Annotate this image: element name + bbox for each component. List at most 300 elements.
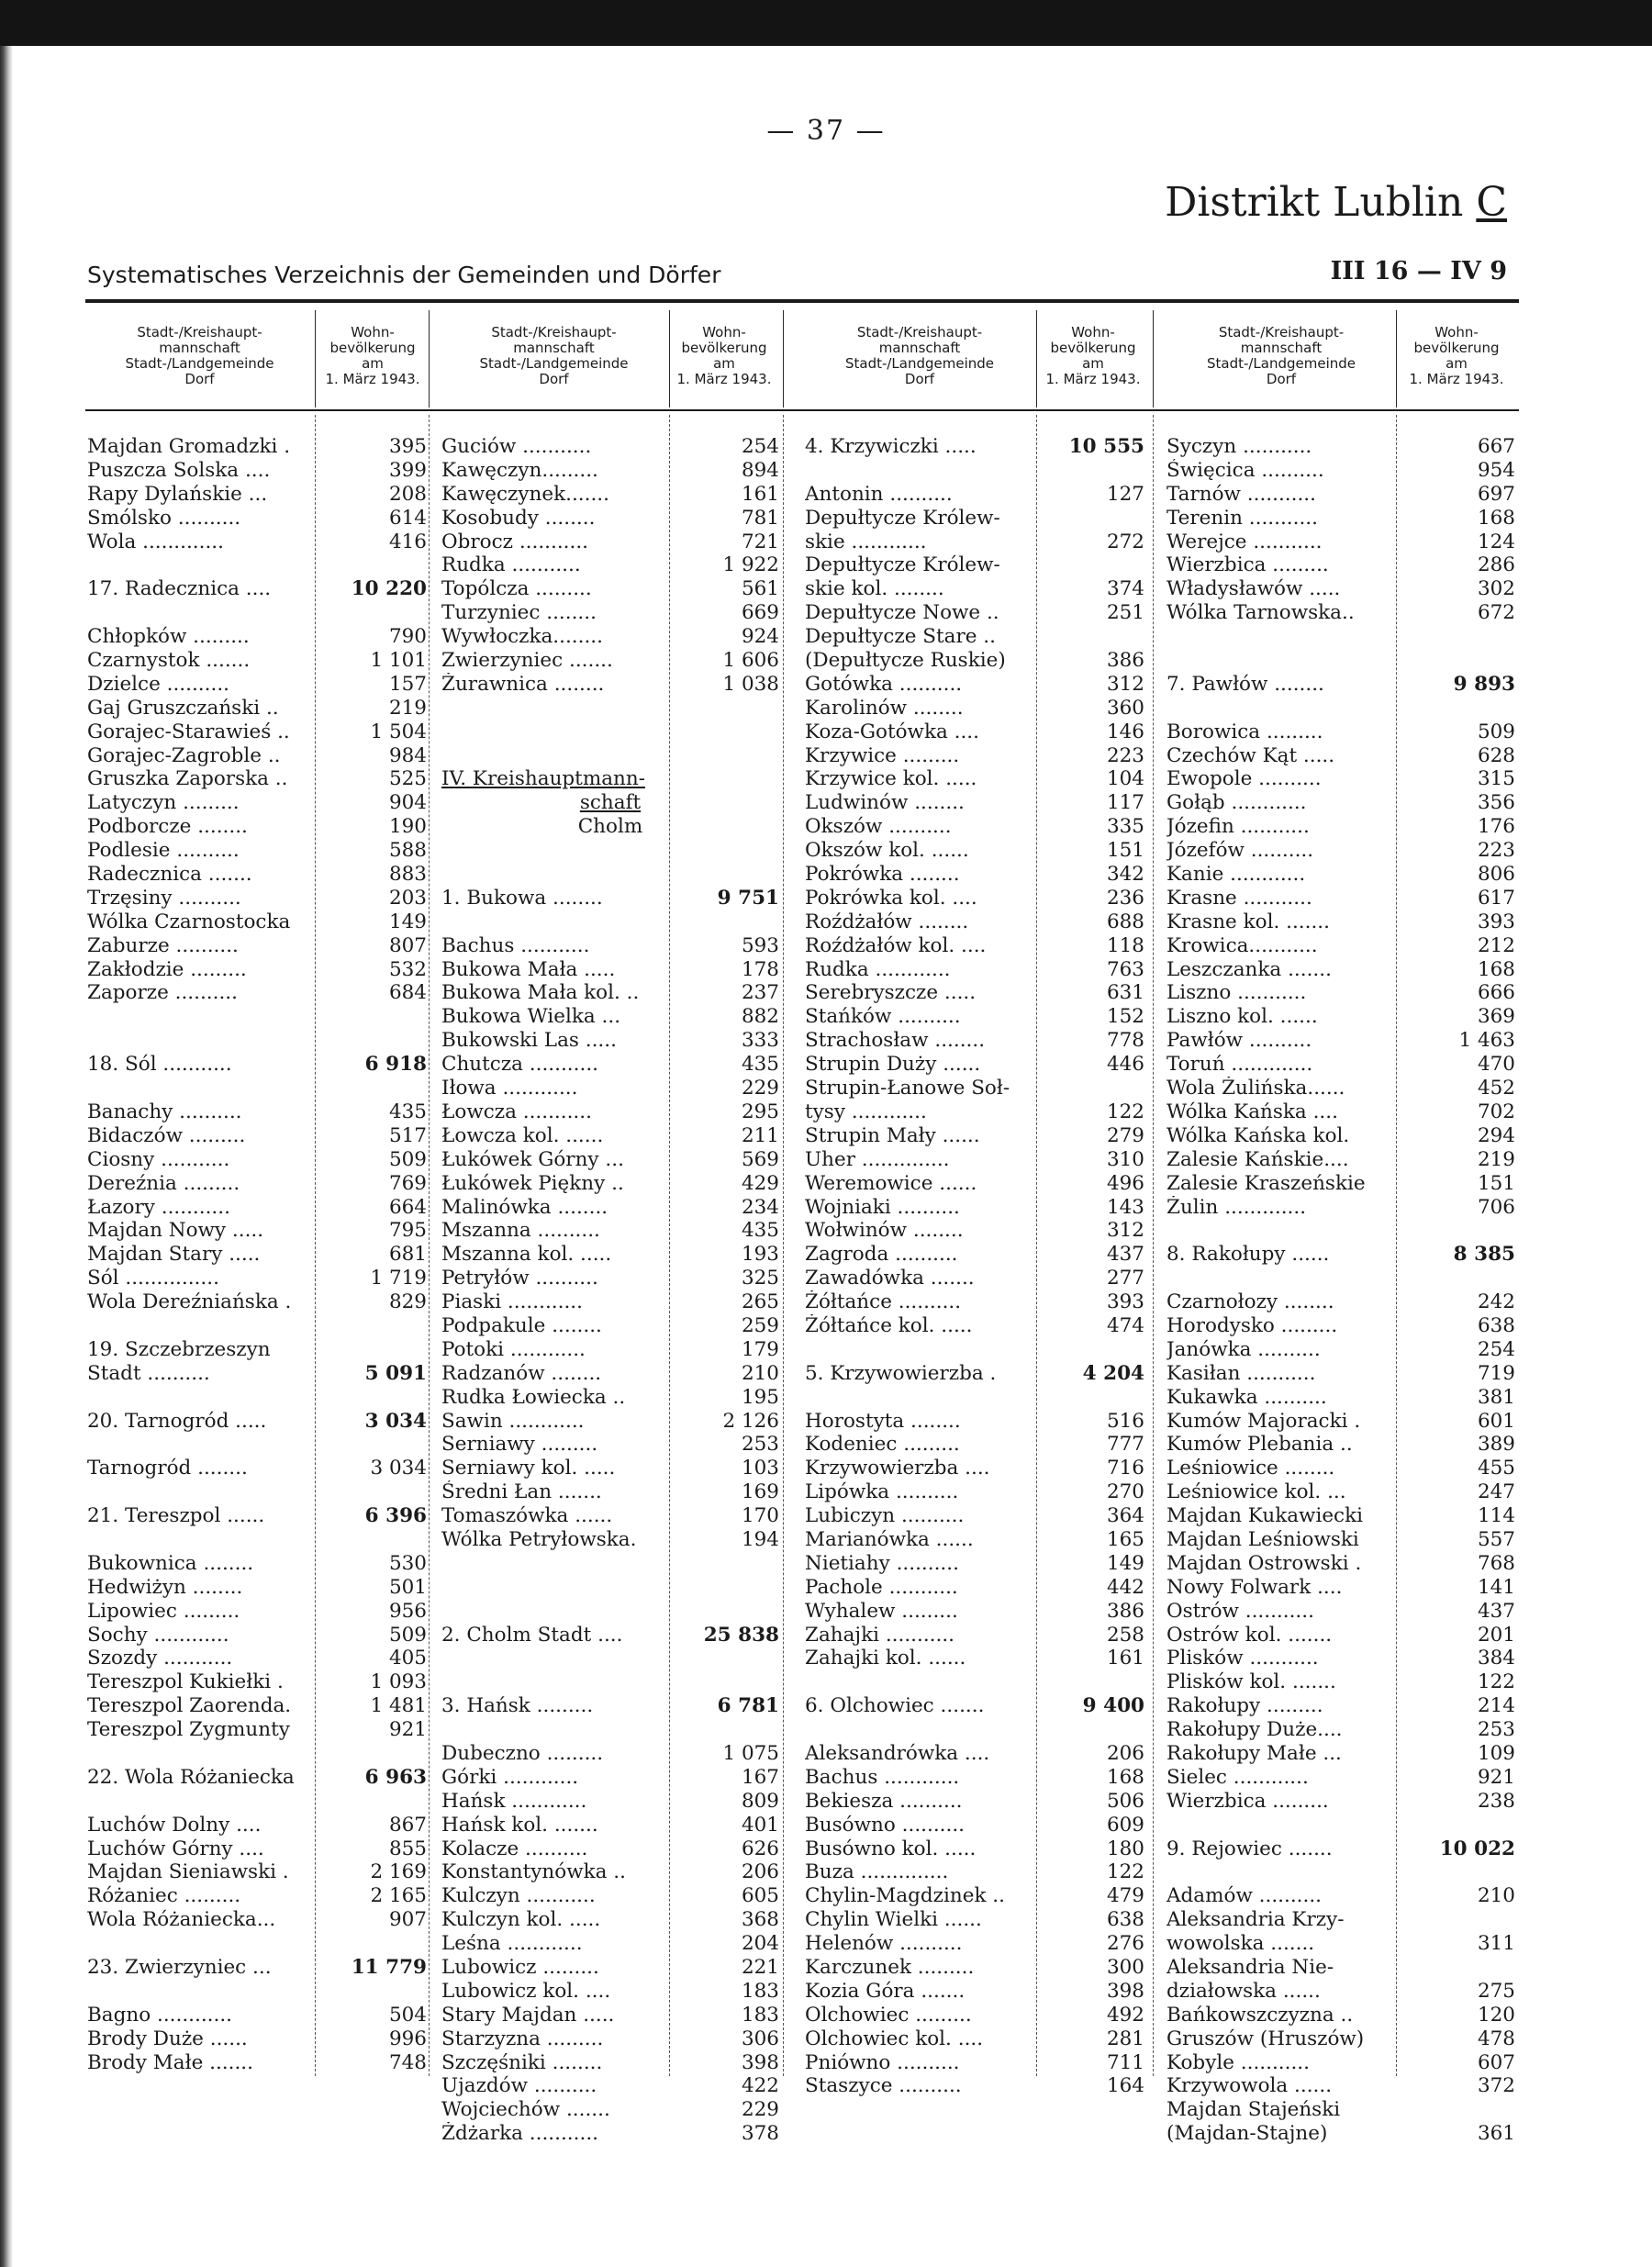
population-value: 398 bbox=[741, 2050, 779, 2074]
place-name: Łazory ........... bbox=[87, 1195, 230, 1219]
table-row bbox=[805, 2074, 1144, 2098]
table-row bbox=[87, 1172, 427, 1196]
population-value: 122 bbox=[1477, 1670, 1515, 1694]
place-name: Janówka .......... bbox=[1166, 1337, 1321, 1361]
table-row bbox=[87, 1718, 427, 1742]
table-row bbox=[87, 1338, 427, 1362]
population-value: 807 bbox=[388, 933, 427, 957]
table-row bbox=[87, 1624, 427, 1647]
place-name: Hańsk kol. ....... bbox=[441, 1813, 598, 1837]
population-value: 883 bbox=[388, 863, 427, 887]
place-name: Łowcza kol. ...... bbox=[441, 1123, 604, 1147]
table-row bbox=[441, 697, 779, 720]
table-row bbox=[805, 1005, 1144, 1029]
population-value: 478 bbox=[1477, 2027, 1515, 2050]
place-name: 4. Krzywiczki ..... bbox=[805, 435, 977, 458]
table-row bbox=[805, 1196, 1144, 1220]
place-name: Kolacze .......... bbox=[441, 1837, 588, 1860]
header-line: mannschaft bbox=[1240, 340, 1323, 356]
place-name: Stańków .......... bbox=[805, 1005, 961, 1029]
column-header-name bbox=[441, 308, 666, 404]
place-name: Gaj Gruszczański .. bbox=[87, 696, 279, 720]
table-row bbox=[87, 1029, 427, 1053]
place-name: Wywłoczka........ bbox=[441, 625, 603, 649]
place-name: schaft bbox=[579, 791, 642, 815]
table-row bbox=[1166, 459, 1515, 483]
table-row bbox=[805, 1528, 1144, 1552]
table-row bbox=[87, 459, 427, 483]
place-name: Kulczyn ........... bbox=[441, 1884, 596, 1908]
table-row bbox=[1166, 649, 1515, 673]
table-row bbox=[1166, 530, 1515, 554]
column-header-population bbox=[317, 308, 429, 404]
table-row bbox=[805, 601, 1144, 625]
table-row bbox=[87, 1290, 427, 1314]
place-name: Żółtańce .......... bbox=[805, 1290, 962, 1314]
table-row bbox=[441, 1100, 779, 1124]
population-value: 229 bbox=[741, 2098, 779, 2122]
table-row bbox=[1166, 697, 1515, 720]
header-column-rule bbox=[1153, 310, 1154, 408]
body-column-rule bbox=[1153, 415, 1154, 2076]
table-row-commune bbox=[87, 1956, 427, 1980]
population-value: 1 101 bbox=[370, 649, 427, 673]
place-name: Łowcza ........... bbox=[441, 1100, 592, 1123]
population-value: 151 bbox=[1106, 839, 1144, 863]
table-row bbox=[805, 2051, 1144, 2075]
population-value: 247 bbox=[1477, 1480, 1515, 1504]
table-row bbox=[805, 2004, 1144, 2027]
table-row bbox=[805, 1860, 1144, 1884]
population-value: 697 bbox=[1477, 482, 1515, 506]
place-name: Tereszpol Zygmunty bbox=[87, 1718, 290, 1742]
place-name: Szczęśniki ........ bbox=[441, 2050, 603, 2074]
population-value: 442 bbox=[1106, 1575, 1144, 1599]
table-row bbox=[1166, 744, 1515, 768]
table-row bbox=[441, 1908, 779, 1932]
population-value: 666 bbox=[1477, 981, 1515, 1005]
place-name: Rudka ........... bbox=[441, 553, 581, 577]
population-value: 437 bbox=[1106, 1243, 1144, 1267]
table-row bbox=[1166, 1386, 1515, 1410]
table-row bbox=[441, 1504, 779, 1528]
population-value: 638 bbox=[1477, 1313, 1515, 1337]
table-row bbox=[1166, 2098, 1515, 2122]
population-value: 532 bbox=[388, 957, 427, 981]
place-name: Rudka Łowiecka .. bbox=[441, 1385, 626, 1409]
population-value: 672 bbox=[1477, 601, 1515, 625]
table-row bbox=[805, 1624, 1144, 1647]
table-row bbox=[1166, 887, 1515, 910]
population-value: 3 034 bbox=[364, 1409, 427, 1433]
population-value: 3 034 bbox=[370, 1457, 427, 1480]
header-line: am bbox=[362, 355, 384, 372]
header-bottom-rule bbox=[85, 409, 1519, 411]
population-value: 210 bbox=[1477, 1884, 1515, 1908]
population-value: 179 bbox=[741, 1337, 779, 1361]
place-name: Wierzbica ......... bbox=[1166, 553, 1329, 577]
place-name: Czarnystok ....... bbox=[87, 649, 251, 673]
population-value: 921 bbox=[388, 1718, 427, 1742]
population-value: 809 bbox=[741, 1789, 779, 1813]
table-row bbox=[1166, 1005, 1515, 1029]
table-row bbox=[87, 1077, 427, 1100]
column-header-population bbox=[668, 308, 780, 404]
place-name: Krasne kol. ....... bbox=[1166, 910, 1330, 933]
population-value: 364 bbox=[1106, 1504, 1144, 1528]
table-row bbox=[1166, 1694, 1515, 1718]
population-value: 11 779 bbox=[351, 1956, 427, 1979]
place-name: Aleksandrówka .... bbox=[805, 1741, 990, 1765]
header-line: am bbox=[1082, 355, 1104, 372]
place-name: Bukowa Wielka ... bbox=[441, 1005, 621, 1029]
population-value: 996 bbox=[388, 2027, 427, 2050]
place-name: Wojciechów ....... bbox=[441, 2098, 610, 2122]
table-row bbox=[1166, 483, 1515, 507]
population-value: 924 bbox=[741, 625, 779, 649]
population-value: 6 963 bbox=[364, 1765, 427, 1789]
table-row bbox=[441, 649, 779, 673]
population-value: 509 bbox=[388, 1623, 427, 1647]
place-name: Kosobudy ........ bbox=[441, 506, 596, 530]
population-value: 517 bbox=[388, 1123, 427, 1147]
population-value: 281 bbox=[1106, 2027, 1144, 2050]
population-value: 882 bbox=[741, 1005, 779, 1029]
population-value: 593 bbox=[741, 933, 779, 957]
table-row bbox=[441, 1576, 779, 1600]
place-name: Antonin .......... bbox=[805, 482, 953, 506]
table-row bbox=[441, 1053, 779, 1077]
table-row-commune bbox=[441, 887, 779, 910]
table-row bbox=[441, 577, 779, 601]
population-value: 614 bbox=[388, 506, 427, 530]
table-row bbox=[805, 720, 1144, 744]
place-name: Zwierzyniec ....... bbox=[441, 649, 613, 673]
population-value: 254 bbox=[1477, 1337, 1515, 1361]
place-name: 22. Wola Różaniecka bbox=[87, 1765, 295, 1789]
table-row bbox=[1166, 910, 1515, 934]
table-row bbox=[441, 934, 779, 958]
table-row bbox=[441, 815, 779, 839]
table-row bbox=[87, 1694, 427, 1718]
table-row-commune bbox=[441, 1694, 779, 1718]
population-value: 176 bbox=[1477, 815, 1515, 839]
table-row bbox=[805, 1386, 1144, 1410]
table-row bbox=[1166, 1860, 1515, 1884]
place-name: Lubiczyn .......... bbox=[805, 1504, 965, 1528]
population-value: 516 bbox=[1106, 1409, 1144, 1433]
place-name: Strachosław ........ bbox=[805, 1029, 986, 1053]
place-name: Pokrówka ........ bbox=[805, 863, 960, 887]
table-row bbox=[87, 1480, 427, 1504]
table-row bbox=[441, 720, 779, 744]
place-name: Żulin ............. bbox=[1166, 1195, 1307, 1219]
place-name: Olchowiec kol. .... bbox=[805, 2027, 984, 2050]
table-row bbox=[805, 1433, 1144, 1457]
table-row bbox=[441, 1670, 779, 1694]
table-row bbox=[87, 507, 427, 530]
table-row bbox=[805, 1504, 1144, 1528]
place-name: Józefin ........... bbox=[1166, 815, 1310, 839]
header-line: mannschaft bbox=[513, 340, 595, 356]
table-row bbox=[87, 1219, 427, 1243]
place-name: Mszanna .......... bbox=[441, 1219, 600, 1243]
table-row bbox=[1166, 1647, 1515, 1670]
table-row bbox=[87, 483, 427, 507]
population-value: 206 bbox=[1106, 1741, 1144, 1765]
table-row bbox=[805, 1932, 1144, 1956]
table-row bbox=[441, 1124, 779, 1148]
table-row bbox=[805, 1148, 1144, 1172]
table-row bbox=[805, 459, 1144, 483]
place-name: 7. Pawłów ........ bbox=[1166, 672, 1324, 696]
place-name: Koza-Gotówka .... bbox=[805, 720, 979, 743]
table-row bbox=[805, 1314, 1144, 1338]
place-name: Strupin-Łanowe Soł- bbox=[805, 1077, 1010, 1100]
population-value: 748 bbox=[388, 2050, 427, 2074]
population-value: 790 bbox=[388, 625, 427, 649]
population-value: 452 bbox=[1477, 1077, 1515, 1100]
header-line: bevölkerung bbox=[681, 340, 767, 356]
place-name: Majdan Kukawiecki bbox=[1166, 1504, 1363, 1528]
table-row bbox=[87, 1148, 427, 1172]
table-row bbox=[87, 1267, 427, 1290]
column-header-name bbox=[1166, 308, 1396, 404]
table-row bbox=[441, 1480, 779, 1504]
page-range: III 16 — IV 9 bbox=[1330, 257, 1507, 285]
place-name: Konstantynówka .. bbox=[441, 1860, 626, 1884]
place-name: Depułtycze Królew- bbox=[805, 506, 1000, 530]
place-name: Krzywice kol. ..... bbox=[805, 767, 977, 791]
table-row bbox=[1166, 1290, 1515, 1314]
table-row bbox=[87, 530, 427, 554]
table-row bbox=[1166, 601, 1515, 625]
table-row bbox=[1166, 1718, 1515, 1742]
population-value: 265 bbox=[741, 1290, 779, 1314]
table-row bbox=[87, 553, 427, 577]
population-value: 208 bbox=[388, 482, 427, 506]
place-name: (Depułtycze Ruskie) bbox=[805, 649, 1006, 673]
table-row bbox=[441, 1290, 779, 1314]
population-value: 711 bbox=[1106, 2050, 1144, 2074]
place-name: Bagno ............ bbox=[87, 2003, 233, 2027]
place-name: Krasne ........... bbox=[1166, 886, 1312, 910]
population-value: 1 719 bbox=[370, 1267, 427, 1290]
place-name: Sól ............... bbox=[87, 1267, 219, 1290]
population-value: 251 bbox=[1106, 601, 1144, 625]
place-name: Szozdy ........... bbox=[87, 1647, 233, 1670]
place-name: Chutcza ........... bbox=[441, 1053, 598, 1077]
place-name: IV. Kreishauptmann- bbox=[441, 767, 645, 791]
table-row bbox=[441, 1029, 779, 1053]
table-row bbox=[805, 863, 1144, 887]
table-row bbox=[1166, 1504, 1515, 1528]
table-row bbox=[441, 1314, 779, 1338]
place-name: Marianówka ...... bbox=[805, 1527, 974, 1551]
population-value: 258 bbox=[1106, 1623, 1144, 1647]
place-name: Toruń ............. bbox=[1166, 1053, 1313, 1077]
population-value: 393 bbox=[1477, 910, 1515, 933]
table-row bbox=[441, 981, 779, 1005]
population-value: 374 bbox=[1106, 577, 1144, 601]
population-value: 311 bbox=[1477, 1932, 1515, 1956]
table-row bbox=[87, 1243, 427, 1267]
table-row bbox=[441, 530, 779, 554]
population-value: 2 169 bbox=[370, 1860, 427, 1884]
place-name: Plisków kol. ....... bbox=[1166, 1670, 1336, 1694]
place-name: Majdan Gromadzki . bbox=[87, 435, 291, 458]
table-row bbox=[87, 744, 427, 768]
table-row bbox=[1166, 767, 1515, 791]
population-value: 435 bbox=[741, 1053, 779, 1077]
header-line: Stadt-/Landgemeinde bbox=[125, 355, 274, 372]
population-value: 435 bbox=[388, 1100, 427, 1123]
table-row bbox=[1166, 1362, 1515, 1386]
table-row bbox=[805, 744, 1144, 768]
place-name: Kodeniec ......... bbox=[805, 1433, 960, 1457]
place-name: Borowica ......... bbox=[1166, 720, 1323, 743]
table-row bbox=[441, 1386, 779, 1410]
place-name: Busówno .......... bbox=[805, 1813, 965, 1837]
population-value: 496 bbox=[1106, 1171, 1144, 1195]
table-row bbox=[87, 1980, 427, 2004]
table-row bbox=[805, 1124, 1144, 1148]
population-value: 716 bbox=[1106, 1457, 1144, 1480]
place-name: Staszyce .......... bbox=[805, 2074, 962, 2098]
place-name: Lubowicz kol. .... bbox=[441, 1979, 611, 2003]
place-name: Serebryszcze ..... bbox=[805, 981, 977, 1005]
table-row bbox=[441, 1552, 779, 1576]
place-name: Podborcze ........ bbox=[87, 815, 248, 839]
place-name: Krowica........... bbox=[1166, 933, 1318, 957]
table-column bbox=[87, 435, 427, 2074]
header-line: am bbox=[1446, 355, 1468, 372]
table-row bbox=[805, 1457, 1144, 1480]
table-row bbox=[1166, 839, 1515, 863]
population-value: 120 bbox=[1477, 2003, 1515, 2027]
district-title-text: Distrikt Lublin bbox=[1165, 179, 1464, 226]
place-name: Bidaczów ......... bbox=[87, 1123, 246, 1147]
place-name: Wólka Czarnostocka bbox=[87, 910, 291, 933]
place-name: Wólka Petryłowska. bbox=[441, 1527, 637, 1551]
place-name: Potoki ............ bbox=[441, 1337, 586, 1361]
table-row bbox=[1166, 791, 1515, 815]
population-value: 254 bbox=[741, 435, 779, 458]
population-value: 416 bbox=[388, 530, 427, 553]
table-row bbox=[805, 1290, 1144, 1314]
population-value: 143 bbox=[1106, 1195, 1144, 1219]
body-column-rule bbox=[783, 415, 784, 2076]
population-value: 504 bbox=[388, 2003, 427, 2027]
column-header-name bbox=[87, 308, 312, 404]
place-name: Cholm bbox=[577, 815, 643, 839]
place-name: skie ............ bbox=[805, 530, 927, 553]
place-name: Ciosny ........... bbox=[87, 1147, 230, 1171]
place-name: Turzyniec ........ bbox=[441, 601, 597, 625]
place-name: Leszczanka ....... bbox=[1166, 957, 1332, 981]
place-name: Pniówno .......... bbox=[805, 2050, 960, 2074]
table-row bbox=[805, 1053, 1144, 1077]
table-row bbox=[1166, 1766, 1515, 1790]
place-name: 17. Radecznica .... bbox=[87, 577, 272, 601]
population-value: 6 396 bbox=[364, 1504, 427, 1528]
table-row bbox=[1166, 1908, 1515, 1932]
place-name: Bukowski Las ..... bbox=[441, 1029, 617, 1053]
place-name: Wola Różaniecka... bbox=[87, 1908, 276, 1932]
population-value: 479 bbox=[1106, 1884, 1144, 1908]
header-line: 1. März 1943. bbox=[1409, 371, 1504, 387]
table-row bbox=[87, 697, 427, 720]
population-value: 277 bbox=[1106, 1267, 1144, 1290]
table-row bbox=[87, 1576, 427, 1600]
population-value: 219 bbox=[388, 696, 427, 720]
population-value: 607 bbox=[1477, 2050, 1515, 2074]
table-row-commune bbox=[1166, 1243, 1515, 1267]
population-value: 361 bbox=[1477, 2122, 1515, 2146]
table-row bbox=[1166, 1932, 1515, 1956]
population-value: 2 165 bbox=[370, 1884, 427, 1908]
place-name: Gruszów (Hruszów) bbox=[1166, 2027, 1365, 2050]
place-name: Pokrówka kol. .... bbox=[805, 886, 977, 910]
population-value: 333 bbox=[741, 1029, 779, 1053]
population-value: 721 bbox=[741, 530, 779, 553]
population-value: 509 bbox=[388, 1147, 427, 1171]
place-name: Stadt .......... bbox=[87, 1361, 210, 1385]
place-name: tysy ............ bbox=[805, 1100, 927, 1123]
place-name: Depułtycze Stare .. bbox=[805, 625, 996, 649]
population-value: 286 bbox=[1477, 553, 1515, 577]
table-row bbox=[1166, 1077, 1515, 1100]
table-row bbox=[441, 1932, 779, 1956]
population-value: 4 204 bbox=[1082, 1361, 1144, 1385]
table-row bbox=[87, 1670, 427, 1694]
place-name: Majdan Stajeński bbox=[1166, 2098, 1341, 2122]
table-row bbox=[805, 1576, 1144, 1600]
table-row-commune bbox=[441, 1624, 779, 1647]
population-value: 201 bbox=[1477, 1623, 1515, 1647]
table-row bbox=[1166, 720, 1515, 744]
place-name: Starzyzna ......... bbox=[441, 2027, 604, 2050]
place-name: Puszcza Solska .... bbox=[87, 458, 271, 482]
place-name: wowolska ....... bbox=[1166, 1932, 1315, 1956]
place-name: Leśna ............ bbox=[441, 1932, 583, 1956]
place-name: Gorajec-Starawieś .. bbox=[87, 720, 290, 743]
table-row-commune bbox=[1166, 1837, 1515, 1861]
table-row bbox=[441, 1433, 779, 1457]
table-row-commune bbox=[805, 435, 1144, 459]
header-line: Wohn- bbox=[1071, 324, 1115, 341]
place-name: Kukawka .......... bbox=[1166, 1385, 1327, 1409]
population-value: 393 bbox=[1106, 1290, 1144, 1314]
place-name: Nietiahy .......... bbox=[805, 1551, 959, 1575]
table-row bbox=[441, 435, 779, 459]
table-row bbox=[441, 2098, 779, 2122]
table-row bbox=[87, 1647, 427, 1670]
population-value: 167 bbox=[741, 1765, 779, 1789]
table-row-commune bbox=[1166, 673, 1515, 697]
place-name: Ostrów kol. ....... bbox=[1166, 1623, 1333, 1647]
population-value: 381 bbox=[1477, 1385, 1515, 1409]
place-name: Czechów Kąt ..... bbox=[1166, 743, 1335, 767]
table-row bbox=[805, 958, 1144, 982]
place-name: Bukowa Mała ..... bbox=[441, 957, 616, 981]
population-value: 446 bbox=[1106, 1053, 1144, 1077]
place-name: Radecznica ....... bbox=[87, 863, 252, 887]
population-value: 769 bbox=[388, 1171, 427, 1195]
place-name: Wólka Kańska kol. bbox=[1166, 1123, 1350, 1147]
place-name: 9. Rejowiec ....... bbox=[1166, 1837, 1333, 1860]
header-line: Dorf bbox=[904, 371, 935, 387]
